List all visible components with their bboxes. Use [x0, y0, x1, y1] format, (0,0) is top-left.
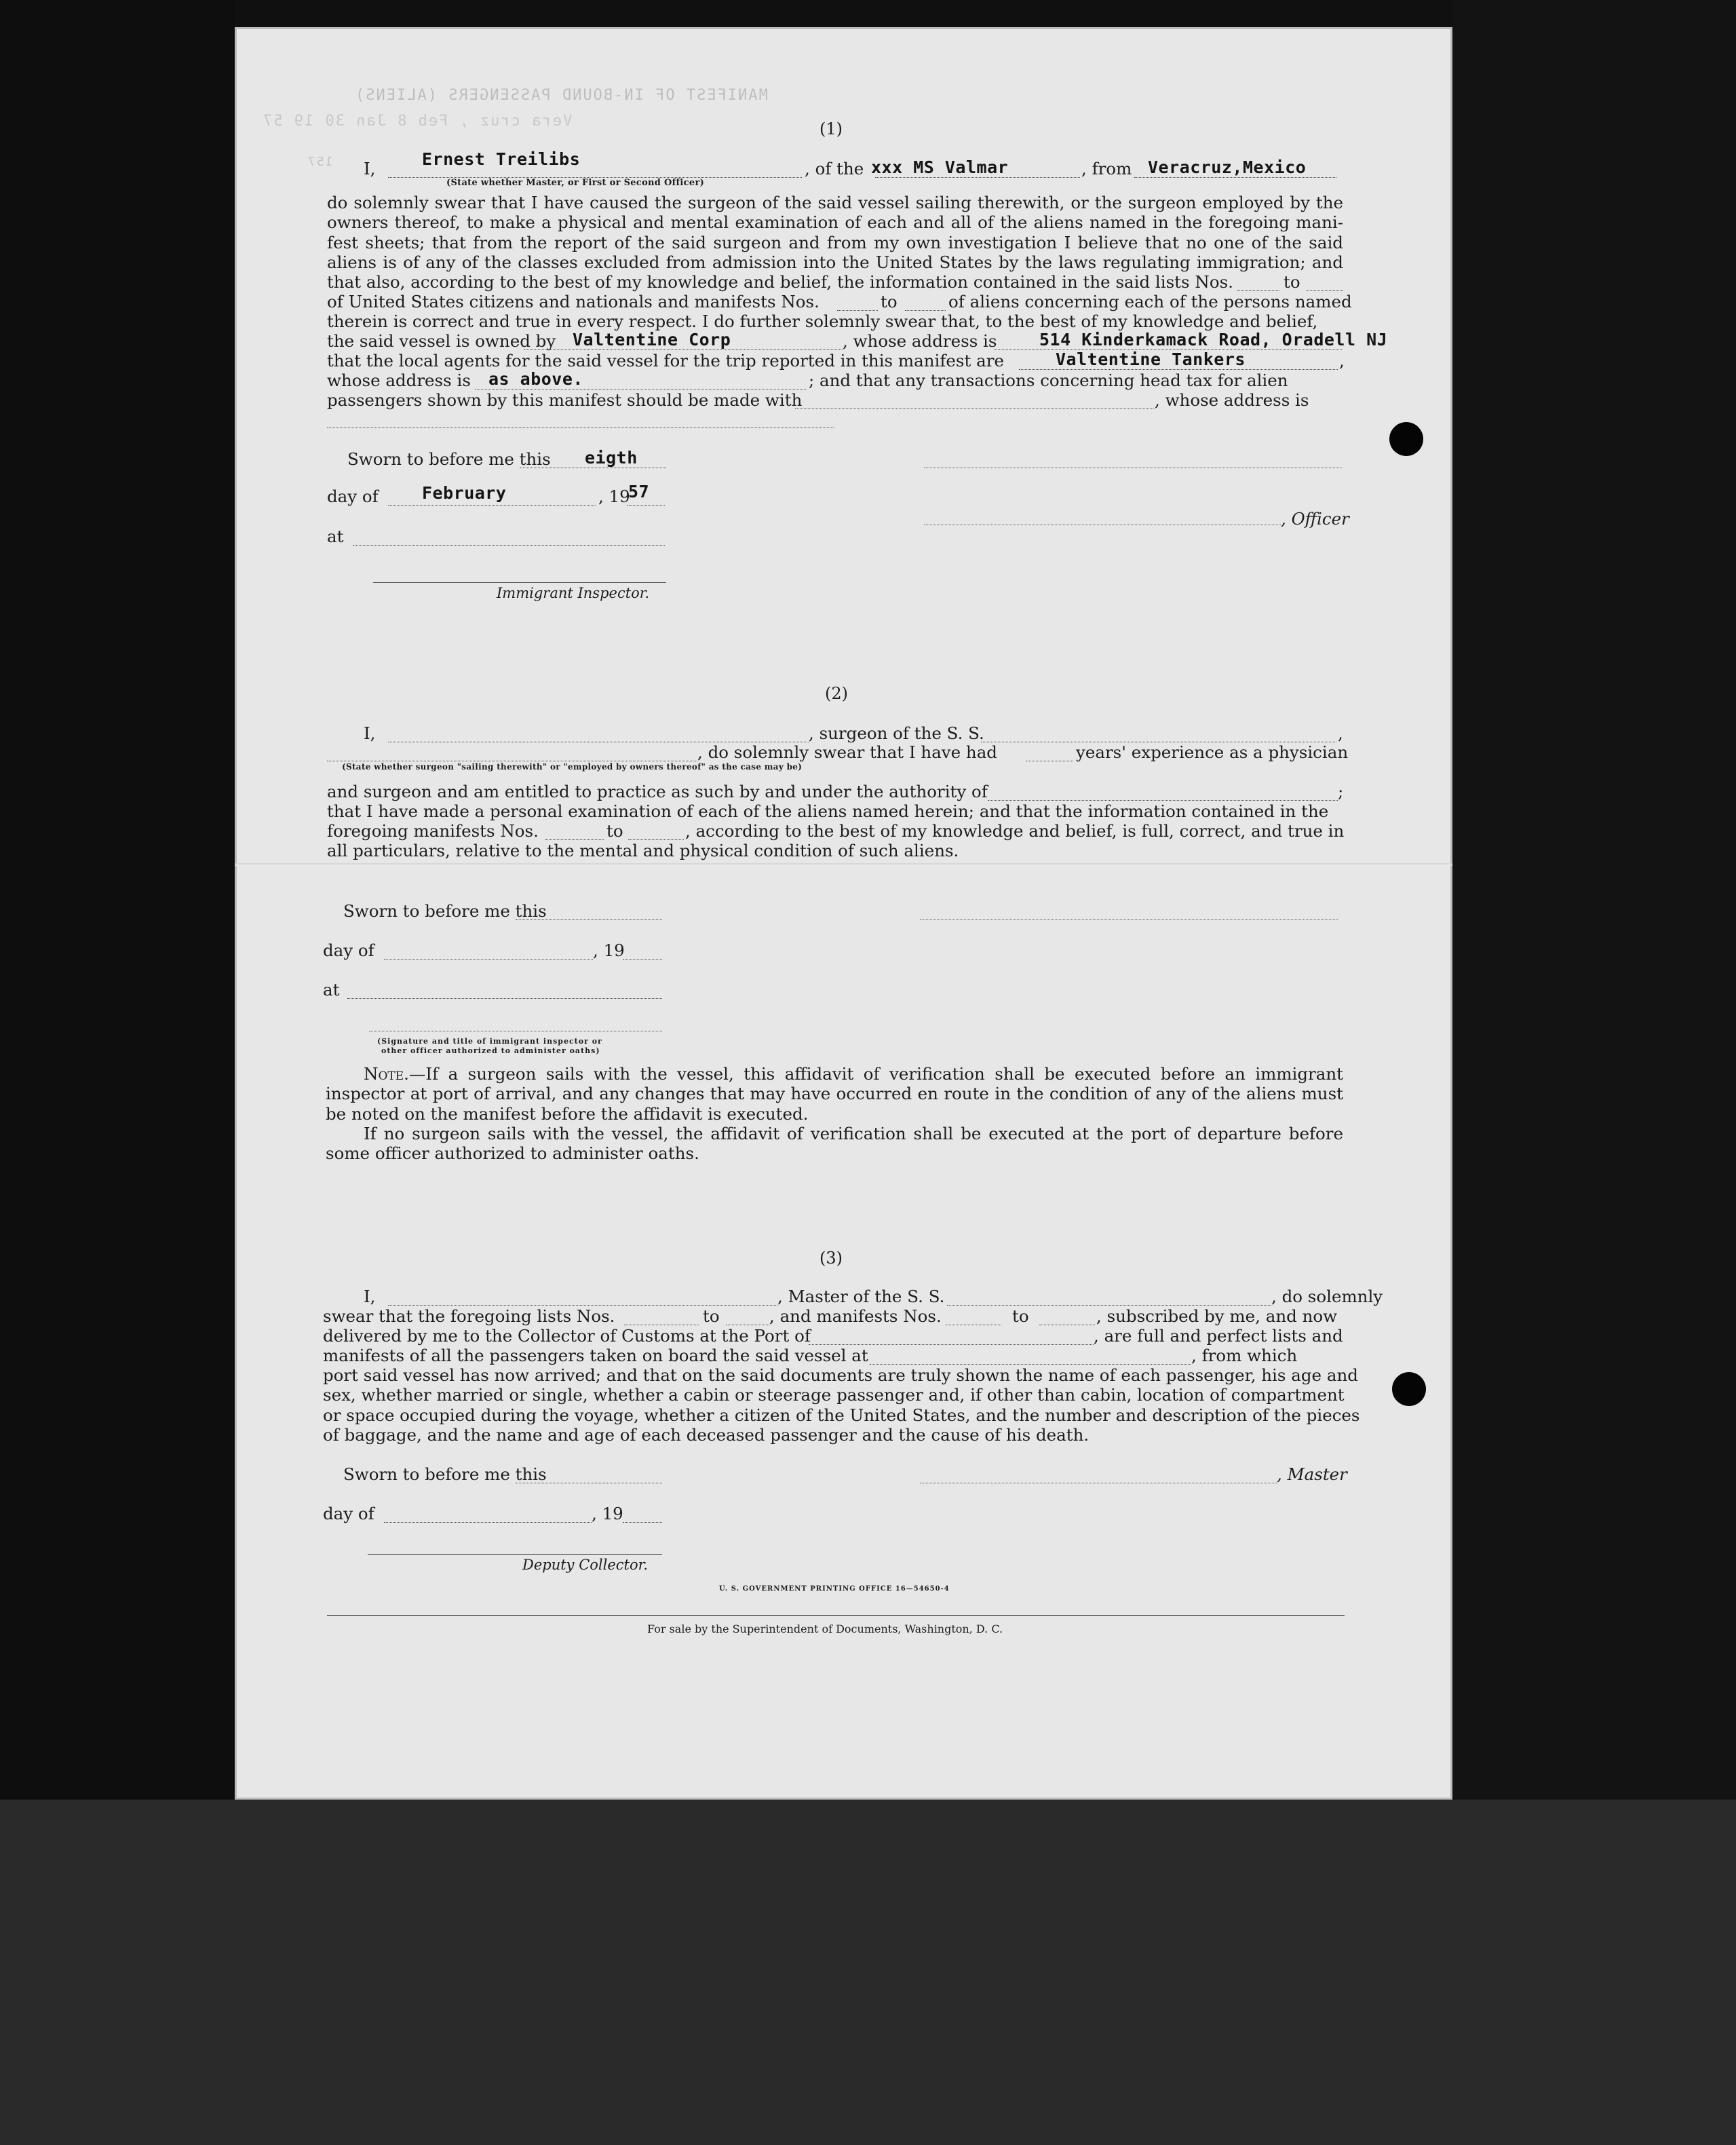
- s1-month-line: [388, 505, 596, 506]
- s1-inspector-label: Immigrant Inspector.: [497, 585, 650, 601]
- s2-years: years' experience as a physician: [1076, 742, 1349, 762]
- s3-i-label: I,: [364, 1287, 376, 1306]
- s1-lists-from-line: [1237, 290, 1279, 291]
- section-3-number: (3): [819, 1249, 843, 1268]
- s1-line6-to: to: [881, 292, 898, 311]
- punch-hole-top: [1389, 422, 1423, 456]
- s2-line6: all particulars, relative to the mental and physical condition of such aliens.: [327, 841, 959, 860]
- s1-year: 57: [628, 482, 650, 501]
- s3-l3a: delivered by me to the Collector of Customs at the Port of: [323, 1326, 811, 1346]
- s2-note-line: inspector at port of arrival, and any changes that may have occurred en route in the condition of any of the aliens must: [326, 1084, 1343, 1104]
- s3-l2b: to: [703, 1306, 720, 1326]
- s1-whose-address-2: , whose address is: [1155, 390, 1309, 410]
- s1-from-port: Veracruz,Mexico: [1148, 157, 1307, 177]
- s1-at-line: [353, 545, 665, 546]
- s3-embark-line: [870, 1364, 1191, 1365]
- s2-note2-line: If no surgeon sails with the vessel, the affidavit of verification shall be executed at the port of departure before: [364, 1124, 1343, 1143]
- s3-l4b: , from which: [1191, 1346, 1298, 1365]
- s2-swear: , do solemnly swear that I have had: [697, 742, 997, 762]
- s1-body-text: [327, 193, 1343, 273]
- s1-agent-address-label: whose address is: [327, 371, 471, 390]
- s1-agents-comma: ,: [1339, 351, 1345, 371]
- s2-status-note: (State whether surgeon "sailing therewith" or "employed by owners thereof" as the case may be): [342, 762, 803, 772]
- s3-master-of: , Master of the S. S.: [777, 1287, 945, 1306]
- s1-agent-address-line: [475, 389, 806, 390]
- s3-port-line: [809, 1344, 1094, 1345]
- s1-at: at: [327, 527, 344, 546]
- s3-body-line: of baggage, and the name and age of each deceased passenger and the cause of his death.: [323, 1425, 1089, 1445]
- s2-manifest-from-line: [545, 839, 604, 840]
- footer-sale: For sale by the Superintendent of Documents, Washington, D. C.: [647, 1622, 1003, 1635]
- s3-day-of: day of: [323, 1504, 374, 1523]
- s2-note-2b: some officer authorized to administer oaths.: [326, 1143, 699, 1163]
- s3-year: , 19: [592, 1504, 623, 1523]
- s1-agents: Valtentine Tankers: [1056, 349, 1246, 369]
- s1-line6a: of United States citizens and nationals and manifests Nos.: [327, 292, 819, 311]
- s1-agents-line: [1019, 369, 1338, 370]
- s1-sworn-day: eigth: [585, 448, 638, 468]
- s2-year: , 19: [593, 941, 625, 960]
- s2-signature-line: [920, 919, 1338, 920]
- s2-authority-line: [988, 800, 1338, 801]
- s1-officer-name: Ernest Treilibs: [422, 149, 581, 169]
- bleed-through-num: 157: [307, 155, 333, 169]
- s3-vessel-line: [947, 1305, 1271, 1306]
- page-fold: [235, 863, 1452, 866]
- s3-master-name-line: [388, 1305, 777, 1306]
- s3-l2e: , subscribed by me, and now: [1096, 1306, 1338, 1326]
- s2-note: [326, 1064, 1343, 1124]
- bleed-through-sub: Vera cruz , Feb 8 Jan 30 19 57: [262, 113, 573, 130]
- s2-surgeon-of: , surgeon of the S. S.: [809, 723, 984, 743]
- s1-year-prefix: , 19: [598, 487, 630, 506]
- s1-body-line: do solemnly swear that I have caused the surgeon of the said vessel sailing therewith, or the surgeon employed by the: [327, 193, 1343, 212]
- s3-master-sig-label: , Master: [1277, 1464, 1347, 1484]
- s1-owned-by: the said vessel is owned by: [327, 331, 556, 351]
- s1-i-label: I,: [364, 159, 376, 178]
- s2-at-line: [347, 998, 662, 999]
- s2-line4: that I have made a personal examination of each of the aliens named herein; and that the information contained in the: [327, 801, 1329, 821]
- s3-year-line: [623, 1522, 662, 1523]
- manifest-page: [235, 27, 1452, 1800]
- s1-head-tax: ; and that any transactions concerning head tax for alien: [809, 371, 1288, 390]
- s2-semicolon: ;: [1338, 782, 1344, 801]
- s2-note-2: [364, 1124, 1343, 1143]
- s3-do-solemnly: , do solemnly: [1271, 1287, 1383, 1306]
- s1-passengers-label: passengers shown by this manifest should be made with: [327, 390, 803, 410]
- s2-note-text: —If a surgeon sails with the vessel, this affidavit of verification shall be executed before an immigrant: [408, 1064, 1343, 1084]
- s1-body-line: owners thereof, to make a physical and mental examination of each and all of the aliens named in the foregoing mani-: [327, 212, 1343, 233]
- s1-line7: therein is correct and true in every respect. I do further solemnly swear that, to the best of my knowledge and belief,: [327, 311, 1318, 331]
- s1-line6b: of aliens concerning each of the persons named: [948, 292, 1352, 311]
- s2-note-line: be noted on the manifest before the affidavit is executed.: [326, 1103, 809, 1124]
- s1-manifests-to-line: [905, 310, 946, 311]
- s3-l2a: swear that the foregoing lists Nos.: [323, 1306, 615, 1326]
- s3-l2d: to: [1012, 1306, 1029, 1326]
- s1-lists-to-line: [1307, 290, 1343, 291]
- s2-line5c: , according to the best of my knowledge and belief, is full, correct, and true in: [685, 821, 1345, 841]
- s2-sworn: Sworn to before me this: [343, 901, 547, 921]
- section-1-number: (1): [819, 119, 843, 138]
- s3-body-text: [323, 1365, 1360, 1445]
- bleed-through-title: MANIFEST OF IN-BOUND PASSENGERS (ALIENS): [354, 87, 768, 104]
- s1-officer-sig-label: , Officer: [1281, 509, 1349, 529]
- s1-sworn: Sworn to before me this: [347, 449, 551, 469]
- punch-hole-bottom: [1392, 1372, 1426, 1406]
- s3-month-line: [384, 1522, 592, 1523]
- s3-l3b: , are full and perfect lists and: [1094, 1326, 1343, 1346]
- s2-at: at: [323, 980, 340, 1000]
- s1-line5-to: to: [1284, 272, 1300, 292]
- footer-printing-office: U. S. GOVERNMENT PRINTING OFFICE 16—54650-4: [719, 1585, 950, 1593]
- s2-month-line: [384, 959, 593, 960]
- s1-vessel: xxx MS Valmar: [871, 157, 1009, 177]
- footer-rule: [327, 1615, 1345, 1616]
- s2-i-label: I,: [364, 723, 376, 743]
- s3-body-line: sex, whether married or single, whether a cabin or steerage passenger and, if other than cabin, location of compartment: [323, 1385, 1345, 1405]
- s3-l4a: manifests of all the passengers taken on board the said vessel at: [323, 1346, 868, 1365]
- s2-comma: ,: [1338, 723, 1343, 743]
- s1-day-of: day of: [327, 487, 379, 506]
- section-2-number: (2): [825, 684, 848, 703]
- s1-from-line: [1134, 177, 1336, 178]
- s1-vessel-line: [875, 177, 1080, 178]
- s3-body-line: port said vessel has now arrived; and that on the said documents are truly shown the name of each passenger, his age and: [323, 1365, 1358, 1385]
- s3-collector-label: Deputy Collector.: [522, 1557, 649, 1573]
- scan-margin-right: [1452, 0, 1736, 1800]
- s1-agents-label: that the local agents for the said vessel for the trip reported in this manifest are: [327, 351, 1004, 371]
- s1-manifests-from-line: [837, 310, 878, 311]
- s2-year-line: [623, 959, 662, 960]
- s1-body-line: fest sheets; that from the report of the said surgeon and from my own investigation I believe that no one of the said: [327, 232, 1343, 252]
- s1-year-line: [627, 505, 665, 506]
- scan-margin-bottom: [0, 1800, 1736, 2145]
- s2-note-label: Note.: [364, 1064, 409, 1084]
- s1-agent-address: as above.: [488, 369, 583, 389]
- s2-line5b: to: [606, 821, 623, 841]
- s2-note-line-1: [326, 1064, 1343, 1084]
- s3-sworn: Sworn to before me this: [343, 1464, 547, 1484]
- s1-whose-address: , whose address is: [843, 331, 997, 351]
- s2-day-of: day of: [323, 941, 374, 960]
- s2-line5a: foregoing manifests Nos.: [327, 821, 539, 841]
- s1-from-label: , from: [1081, 159, 1132, 178]
- s2-manifest-to-line: [628, 839, 684, 840]
- s2-sig-note-1: (Signature and title of immigrant inspector or: [377, 1037, 602, 1046]
- s1-line5: that also, according to the best of my knowledge and belief, the information contained in the said lists Nos.: [327, 272, 1233, 292]
- s1-owner: Valtentine Corp: [573, 330, 731, 349]
- s1-inspector-signature-line: [373, 582, 666, 583]
- s3-l2c: , and manifests Nos.: [769, 1306, 942, 1326]
- s1-owner-line: [524, 349, 843, 350]
- s2-sig-note-2: other officer authorized to administer oaths): [381, 1046, 600, 1055]
- s2-line3: and surgeon and am entitled to practice as such by and under the authority of: [327, 782, 988, 801]
- s1-body-line: aliens is of any of the classes excluded from admission into the United States by the laws regulating immigration; and: [327, 252, 1343, 273]
- s3-collector-signature-line: [368, 1554, 662, 1555]
- s3-body-line: or space occupied during the voyage, whether a citizen of the United States, and the number and description of the pieces: [323, 1405, 1360, 1425]
- s1-month: February: [422, 483, 507, 503]
- s1-officer-note: (State whether Master, or First or Second Officer): [446, 178, 705, 188]
- s1-owner-address: 514 Kinderkamack Road, Oradell NJ: [1039, 330, 1388, 349]
- s2-sworn-line: [516, 919, 662, 920]
- s1-of-the: , of the: [805, 159, 864, 178]
